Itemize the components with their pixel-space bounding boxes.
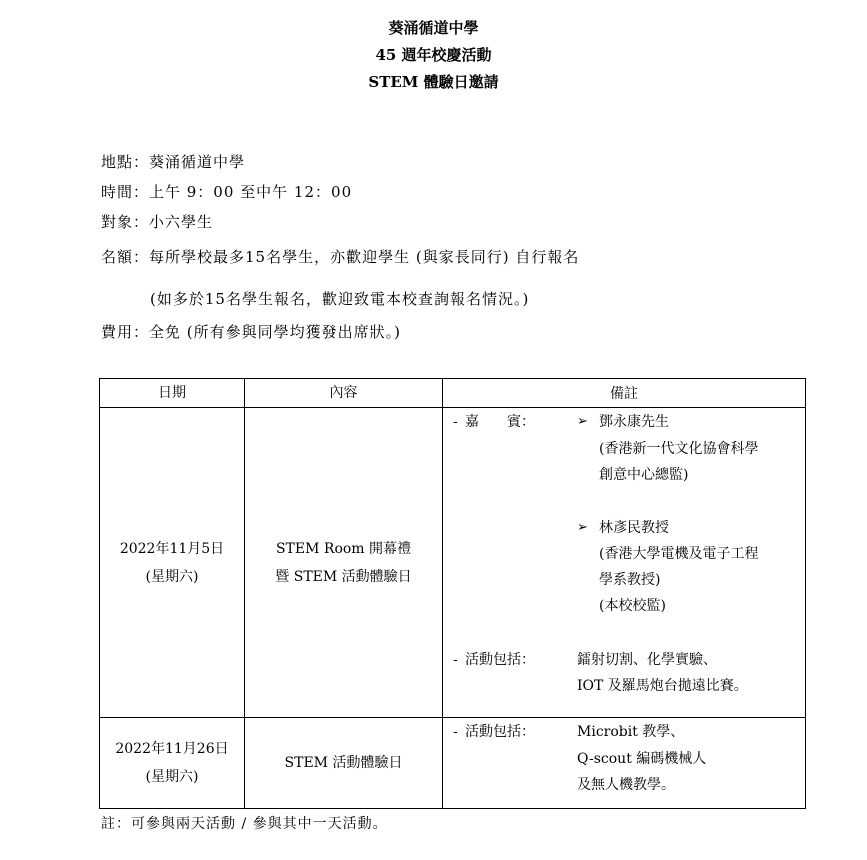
activities-label: 活動包括： — [465, 724, 535, 740]
guest-title: 創意中心總監) — [599, 467, 689, 483]
content-cell — [245, 408, 443, 718]
guest-title: (香港新一代文化協會科學 — [599, 441, 759, 457]
guest-title: 學系教授) — [599, 572, 661, 588]
content-line: STEM Room 開幕禮 — [275, 540, 412, 557]
quota-note: (如多於15名學生報名，歡迎致電本校查詢報名情況。) — [150, 290, 530, 308]
activities-text: Microbit 教學、 — [577, 724, 685, 740]
date: 2022年11月26日 — [115, 741, 229, 757]
guest-label: 嘉 賓： — [465, 414, 535, 430]
content-line: STEM 活動體驗日 — [284, 755, 403, 771]
dash: - — [453, 652, 458, 668]
time: 時間：上午 9：00 至中午 12：00 — [101, 183, 353, 201]
fee: 費用：全免 (所有參與同學均獲發出席狀。) — [101, 323, 401, 341]
activities-text: Q-scout 編碼機械人 — [577, 751, 707, 767]
invite-title: STEM 體驗日邀請 — [368, 73, 499, 91]
remarks-cell — [443, 718, 806, 809]
content-cell — [245, 718, 443, 809]
table-row — [100, 408, 806, 718]
date-cell — [100, 408, 245, 718]
guest-title: (本校校監) — [599, 598, 666, 614]
guest-name: 林彥民教授 — [599, 520, 669, 536]
activities-label: 活動包括： — [465, 652, 535, 668]
event-title: 45 週年校慶活動 — [375, 46, 492, 64]
header-content: 內容 — [245, 379, 443, 408]
arrow-bullet-icon: ➢ — [577, 520, 588, 535]
guest-name: 鄧永康先生 — [599, 414, 669, 430]
remarks-cell — [443, 408, 806, 718]
date-cell — [100, 718, 245, 809]
header-remarks: 備註 — [443, 379, 806, 408]
content-line: 暨 STEM 活動體驗日 — [275, 568, 412, 585]
school-name: 葵涌循道中學 — [388, 19, 479, 37]
activities-text: 及無人機教學。 — [577, 777, 675, 793]
header-date: 日期 — [100, 379, 245, 408]
weekday: (星期六) — [145, 568, 199, 585]
footer-note: 註：可參與兩天活動 / 參與其中一天活動。 — [101, 816, 388, 832]
arrow-bullet-icon: ➢ — [577, 414, 588, 429]
activities-text: IOT 及羅馬炮台拋遠比賽。 — [577, 678, 748, 694]
guest-title: (香港大學電機及電子工程 — [599, 546, 759, 562]
date: 2022年11月5日 — [119, 540, 225, 557]
venue: 地點：葵涌循道中學 — [101, 153, 246, 171]
dash: - — [453, 414, 458, 430]
schedule-table — [99, 378, 806, 809]
weekday: (星期六) — [145, 769, 199, 785]
table-row — [100, 718, 806, 809]
activities-text: 鐳射切割、化學實驗、 — [577, 652, 717, 668]
dash: - — [453, 724, 458, 740]
quota: 名額：每所學校最多15名學生，亦歡迎學生 (與家長同行) 自行報名 — [101, 248, 580, 266]
target: 對象：小六學生 — [101, 213, 214, 231]
table-header-row — [100, 379, 806, 408]
